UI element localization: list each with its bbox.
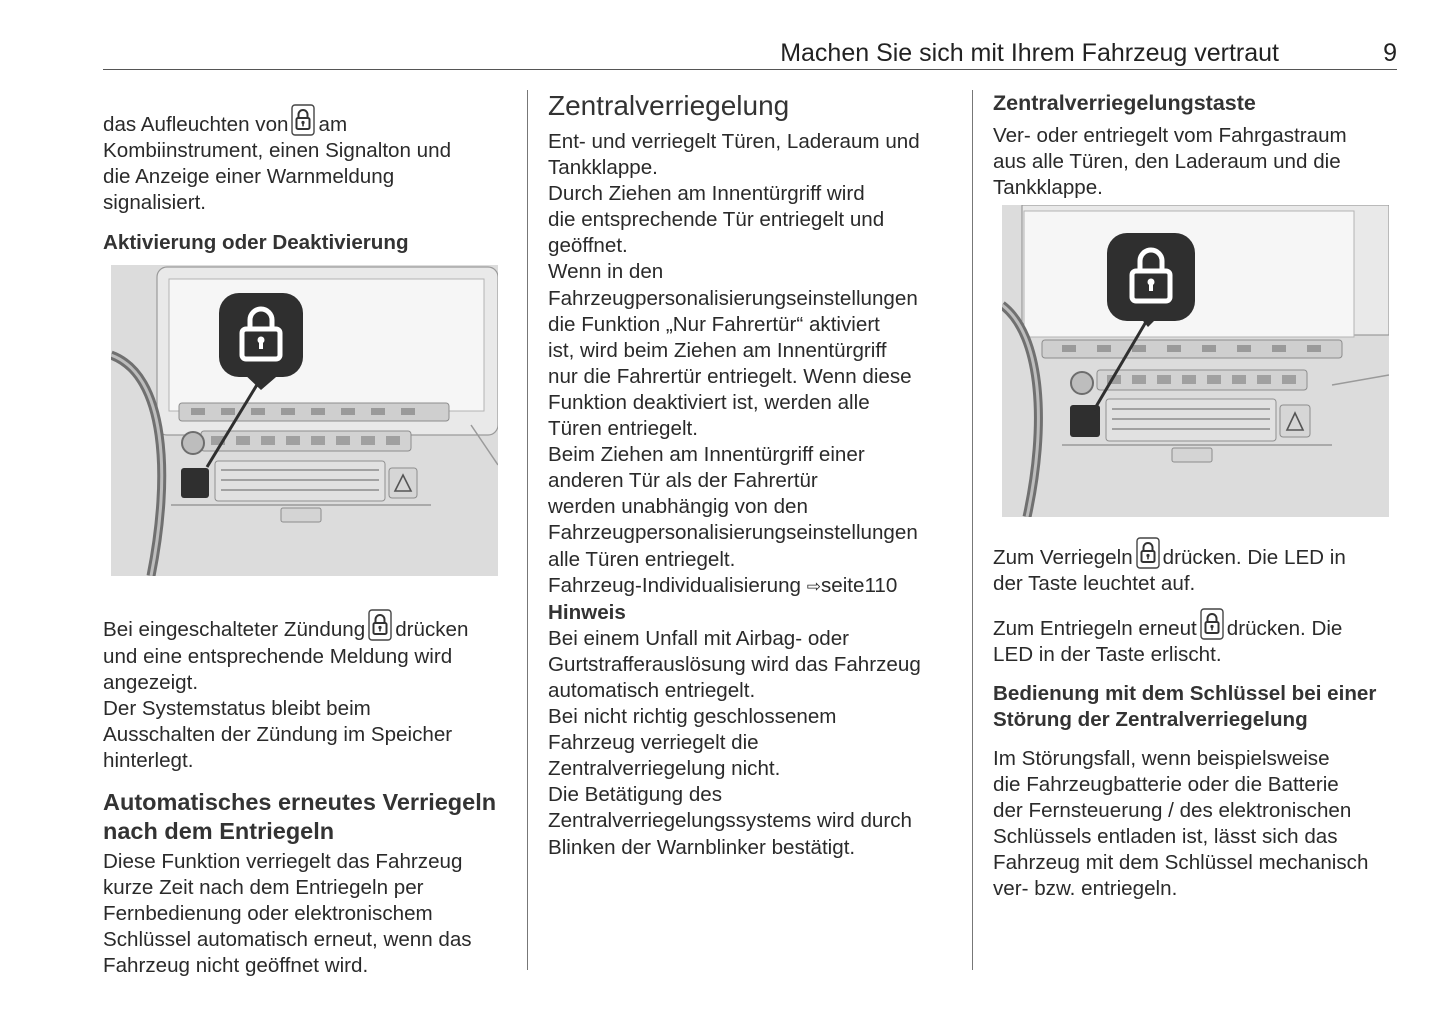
page-number: 9 [1383,39,1397,67]
column-divider [527,90,528,970]
padlock-icon [1200,608,1224,640]
section-heading: Aktivierung oder Deaktivierung [103,231,409,255]
page-header [103,36,1397,70]
unlock-paragraph: Zum Entriegeln erneut drücken. Die LED in der Taste erlischt. [993,608,1403,668]
section-title: Zentralverriegelung [548,90,790,121]
press-paragraph: Bei eingeschalteter Zündung drücken und eine entsprechende Meldung wird angezeigt. Der Systemstatus bleibt beim Ausschalten der Zündung im Speicher hinterlegt. [103,609,513,774]
cross-reference: Fahrzeug-Individualisierung ⇨seite110 [548,573,898,597]
intro-paragraph: das Aufleuchten von am Kombiinstrument, einen Signalton und die Anzeige einer Warnmeldung signalisiert. [103,90,513,216]
lock-paragraph: Zum Verriegeln drücken. Die LED in der Taste leuchtet auf. [993,537,1403,597]
dashboard-button-figure [1002,205,1389,517]
section-heading: Zentralverriegelungstaste [993,91,1256,115]
column-2 [548,90,958,861]
auto-relock-paragraph: Diese Funktion verriegelt das Fahrzeug kurze Zeit nach dem Entriegeln per Fernbedienung oder elektronischem Schlüssel automatisch erneut, wenn das Fahrzeug nicht geöffnet wird. [103,850,472,978]
key-operation-paragraph: Im Störungsfall, wenn beispielsweise die Fahrzeugbatterie oder die Batterie der Fernsteuerung / des elektronischen Schlüssels entladen ist, lässt sich das Fahrzeug mit dem Schlüssel mechanisch ver- bzw. entriegeln. [993,746,1369,901]
button-intro-paragraph: Ver- oder entriegelt vom Fahrgastraum aus alle Türen, den Laderaum und die Tankklappe. [993,124,1347,200]
page-reference-link[interactable]: seite110 [820,573,898,597]
arrow-right-icon: ⇨ [806,576,821,597]
dashboard-figure [111,265,498,576]
central-locking-paragraph: Ent- und verriegelt Türen, Laderaum und Tankklappe. Durch Ziehen am Innentürgriff wird die entsprechende Tür entriegelt und geöffnet. Wenn in den Fahrzeugpersonalisierungseinstellungen die Funktion „Nur Fahrertür“ aktiviert ist, wird beim Ziehen am Innentürgriff nur die Fahrertür entriegelt. Wenn diese Funktion deaktiviert ist, werden alle Türen entriegelt. Beim Ziehen am Innentürgriff einer anderen Tür als der Fahrertür werden unabhängig von den Fahrzeugpersonalisierungseinstellungen alle Türen entriegelt. Fahrzeug-Individualisierung ⇨seite110 [548,129,958,600]
column-divider [972,90,973,970]
padlock-icon [1136,537,1160,569]
header-title: Machen Sie sich mit Ihrem Fahrzeug vertraut [780,39,1279,67]
padlock-icon [291,104,315,136]
note-heading: Hinweis [548,600,626,624]
section-heading: Bedienung mit dem Schlüssel bei einer Störung der Zentralverriegelung [993,681,1377,731]
padlock-icon [368,609,392,641]
note-paragraph: Bei einem Unfall mit Airbag- oder Gurtstrafferauslösung wird das Fahrzeug automatisch entriegelt. Bei nicht richtig geschlossenem Fahrzeug verriegelt die Zentralverriegelung nicht. Die Betätigung des Zentralverriegelungssystems wird durch Blinken der Warnblinker bestätigt. [548,626,921,859]
section-heading: Automatisches erneutes Verriegeln nach dem Entriegeln [103,789,497,845]
